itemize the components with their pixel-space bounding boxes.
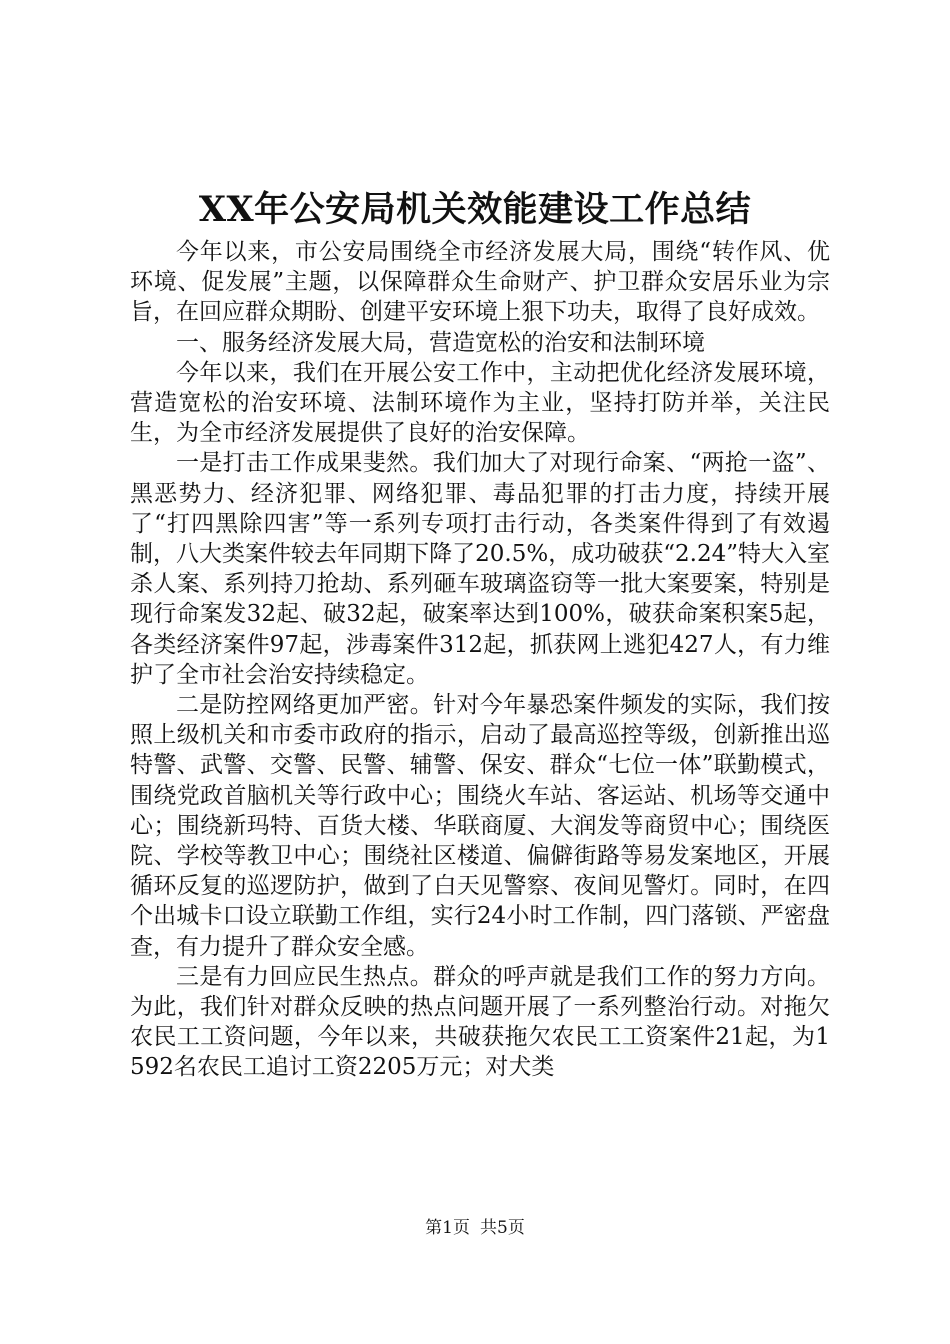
page-footer bbox=[0, 1216, 950, 1240]
page-number-current: 第1页 bbox=[425, 1218, 470, 1238]
document-title: XX年公安局机关效能建设工作总结 bbox=[198, 189, 752, 230]
paragraph-section-1-summary: 今年以来，我们在开展公安工作中，主动把优化经济发展环境，营造宽松的治安环境、法制环境作为主业，坚持打防并举，关注民生，为全市经济发展提供了良好的治安保障。 bbox=[130, 359, 830, 447]
paragraph-intro: 今年以来，市公安局围绕全市经济发展大局，围绕“转作风、优环境、促发展”主题，以保障群众生命财产、护卫群众安居乐业为宗旨，在回应群众期盼、创建平安环境上狠下功夫，取得了良好成效。 bbox=[130, 239, 830, 326]
page-number-total: 共5页 bbox=[480, 1218, 525, 1238]
paragraph-livelihood-hotspots: 三是有力回应民生热点。群众的呼声就是我们工作的努力方向。为此，我们针对群众反映的热点问题开展了一系列整治行动。对拖欠农民工工资问题，今年以来，共破获拖欠农民工工资案件21起，为1592名农民工追讨工资2205万元；对犬类 bbox=[130, 963, 830, 1081]
paragraph-crackdown-results: 一是打击工作成果斐然。我们加大了对现行命案、“两抢一盗”、黑恶势力、经济犯罪、网络犯罪、毒品犯罪的打击力度，持续开展了“打四黑除四害”等一系列专项打击行动，各类案件得到了有效遏制，八大类案件较去年同期下降了20.5%，成功破获“2.24”特大入室杀人案、系列持刀抢劫、系列砸车玻璃盗窃等一批大案要案，特别是现行命案发32起、破32起，破案率达到100%，破获命案积案5起，各类经济案件97起，涉毒案件312起，抓获网上逃犯427人，有力维护了全市社会治安持续稳定。 bbox=[130, 450, 830, 688]
section-heading-1: 一、服务经济发展大局，营造宽松的治安和法制环境 bbox=[176, 329, 705, 356]
document-body bbox=[130, 237, 830, 1083]
paragraph-prevention-network: 二是防控网络更加严密。针对今年暴恐案件频发的实际，我们按照上级机关和市委市政府的指示，启动了最高巡控等级，创新推出巡特警、武警、交警、民警、辅警、保安、群众“七位一体”联勤模式，围绕党政首脑机关等行政中心；围绕火车站、客运站、机场等交通中心；围绕新玛特、百货大楼、华联商厦、大润发等商贸中心；围绕医院、学校等教卫中心；围绕社区楼道、偏僻街路等易发案地区，开展循环反复的巡逻防护，做到了白天见警察、夜间见警灯。同时，在四个出城卡口设立联勤工作组，实行24小时工作制，四门落锁、严密盘查，有力提升了群众安全感。 bbox=[130, 692, 830, 960]
